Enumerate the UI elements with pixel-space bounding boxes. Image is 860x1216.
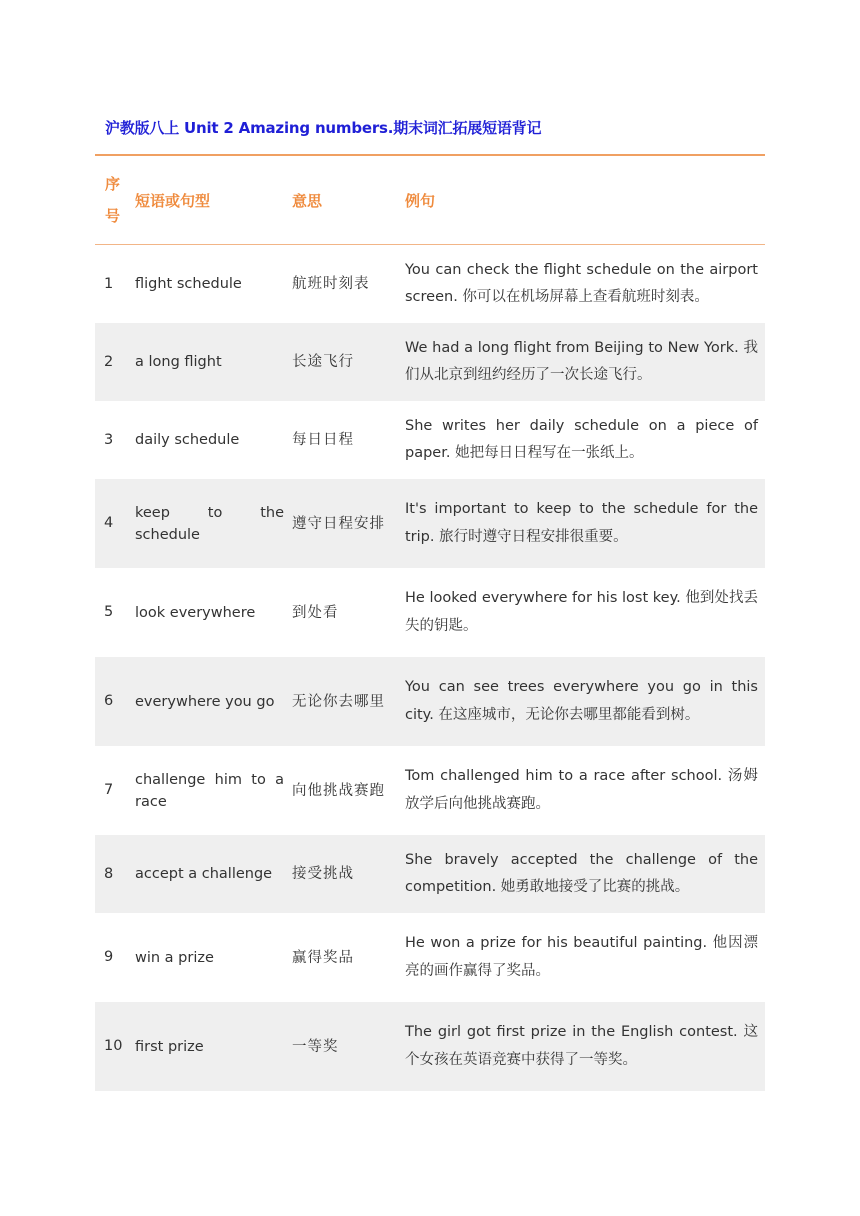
row-meaning: 无论你去哪里 [292, 657, 405, 746]
row-meaning: 接受挑战 [292, 835, 405, 913]
header-phrase: 短语或句型 [135, 156, 292, 245]
table-row [95, 913, 765, 1002]
row-meaning: 每日日程 [292, 432, 354, 448]
header-meaning: 意思 [292, 156, 405, 245]
table-header-row [95, 156, 765, 245]
row-number: 5 [104, 604, 114, 620]
row-number: 1 [104, 275, 114, 292]
row-phrase: win a prize [135, 949, 214, 966]
table-row [95, 479, 765, 568]
header-number-line1: 序 [105, 175, 121, 193]
row-meaning: 向他挑战赛跑 [292, 782, 385, 799]
row-example: He looked everywhere for his lost key. 他到处找丢失的钥匙。 [405, 590, 758, 634]
row-example: You can check the flight schedule on the airport screen. 你可以在机场屏幕上查看航班时刻表。 [405, 261, 758, 305]
row-number: 10 [95, 1002, 135, 1091]
row-phrase: accept a challenge [135, 835, 292, 913]
row-phrase: keep to the schedule [135, 479, 292, 568]
header-example: 例句 [405, 156, 765, 245]
row-meaning: 一等奖 [292, 1002, 405, 1091]
row-example: She writes her daily schedule on a piece of paper. 她把每日日程写在一张纸上。 [405, 417, 758, 461]
row-phrase: daily schedule [135, 432, 240, 448]
header-number [95, 156, 135, 245]
row-example: You can see trees everywhere you go in this city. 在这座城市，无论你去哪里都能看到树。 [405, 657, 765, 746]
row-example: She bravely accepted the challenge of the competition. 她勇敢地接受了比赛的挑战。 [405, 835, 765, 913]
header-number-line2: 号 [105, 207, 121, 225]
table-row [95, 401, 765, 479]
row-number: 8 [95, 835, 135, 913]
row-number: 2 [95, 323, 135, 401]
table-row [95, 835, 765, 913]
table-row [95, 746, 765, 835]
row-example: He won a prize for his beautiful painting. 他因漂亮的画作赢得了奖品。 [405, 935, 758, 979]
row-meaning: 长途飞行 [292, 323, 405, 401]
row-meaning: 到处看 [292, 604, 339, 621]
phrase-table [95, 156, 765, 1091]
table-row [95, 323, 765, 401]
row-number: 6 [95, 657, 135, 746]
row-phrase: flight schedule [135, 276, 242, 292]
table-row [95, 657, 765, 746]
row-phrase: first prize [135, 1002, 292, 1091]
row-number: 9 [104, 949, 114, 965]
row-example: Tom challenged him to a race after school. 汤姆放学后向他挑战赛跑。 [405, 768, 758, 812]
document-title: 沪教版八上 Unit 2 Amazing numbers.期末词汇拓展短语背记 [105, 119, 542, 137]
row-number: 7 [104, 782, 114, 798]
row-phrase: a long flight [135, 323, 292, 401]
row-number: 3 [104, 431, 114, 448]
row-phrase: challenge him to a race [135, 771, 284, 810]
row-phrase: everywhere you go [135, 657, 292, 746]
table-row [95, 245, 765, 324]
row-meaning: 赢得奖品 [292, 949, 354, 966]
row-meaning: 航班时刻表 [292, 276, 370, 292]
row-example: We had a long flight from Beijing to New York. 我们从北京到纽约经历了一次长途飞行。 [405, 323, 765, 401]
row-phrase: look everywhere [135, 604, 256, 621]
row-example: The girl got first prize in the English contest. 这个女孩在英语竞赛中获得了一等奖。 [405, 1002, 765, 1091]
row-example: It's important to keep to the schedule for the trip. 旅行时遵守日程安排很重要。 [405, 479, 765, 568]
row-number: 4 [95, 479, 135, 568]
table-row [95, 1002, 765, 1091]
table-row [95, 568, 765, 657]
row-meaning: 遵守日程安排 [292, 479, 405, 568]
